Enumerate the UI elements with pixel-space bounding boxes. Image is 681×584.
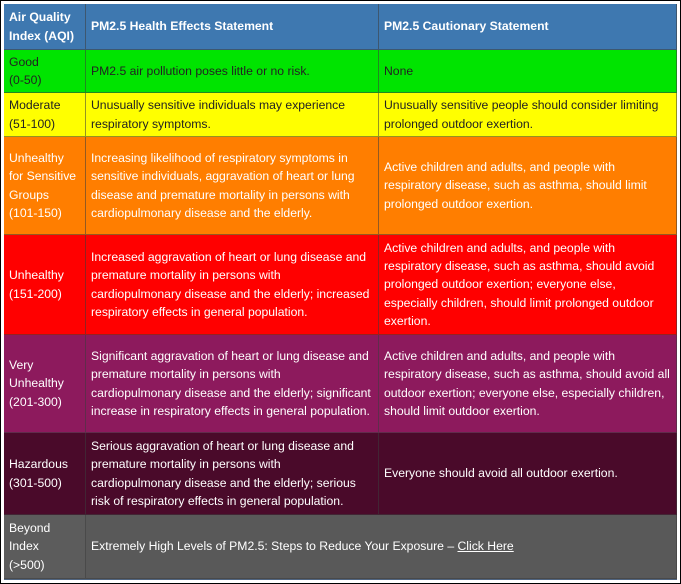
- aqi-level-range: (151-200): [9, 286, 62, 301]
- aqi-level-cell: [4, 137, 86, 235]
- table-container: [4, 4, 677, 580]
- aqi-level-range: (>500): [9, 557, 45, 572]
- table-row-unhealthy: [4, 235, 677, 335]
- aqi-level-name: Moderate: [9, 98, 61, 113]
- click-here-link[interactable]: Click Here: [457, 539, 514, 554]
- health-effects-cell: Increasing likelihood of respiratory symptoms in sensitive individuals, aggravation of heart or lung disease and premature mortality in persons with cardiopulmonary disease and the elderly.: [86, 137, 379, 235]
- aqi-level-name: Good: [9, 54, 39, 69]
- cautionary-cell: Active children and adults, and people with respiratory disease, such as asthma, should avoid prolonged outdoor exertion; everyone else, especially children, should limit prolonged outdoor exertion.: [379, 235, 677, 335]
- cautionary-cell: Active children and adults, and people with respiratory disease, such as asthma, should limit prolonged outdoor exertion.: [379, 137, 677, 235]
- aqi-level-range: (51-100): [9, 116, 56, 131]
- aqi-level-name: Unhealthy for Sensitive Groups: [9, 151, 77, 202]
- health-effects-cell: Serious aggravation of heart or lung disease and premature mortality in persons with cardiopulmonary disease and the elderly; serious risk of respiratory effects in general population.: [86, 433, 379, 515]
- header-row: [4, 4, 677, 50]
- header-cautionary: PM2.5 Cautionary Statement: [379, 4, 677, 50]
- cautionary-cell: Everyone should avoid all outdoor exertion.: [379, 433, 677, 515]
- aqi-level-name: Beyond Index: [9, 521, 51, 554]
- cautionary-cell: Unusually sensitive people should consider limiting prolonged outdoor exertion.: [379, 93, 677, 137]
- aqi-table: [4, 4, 677, 579]
- aqi-level-cell: [4, 50, 86, 93]
- aqi-level-range: (101-150): [9, 205, 62, 220]
- exposure-steps-text: Extremely High Levels of PM2.5: Steps to Reduce Your Exposure –: [91, 539, 458, 554]
- table-row-beyond-index: [4, 515, 677, 579]
- aqi-level-range: (0-50): [9, 73, 42, 87]
- table-row-very-unhealthy: [4, 335, 677, 433]
- table-row-unhealthy-sensitive: [4, 137, 677, 235]
- table-row-hazardous: [4, 433, 677, 515]
- aqi-level-cell: [4, 335, 86, 433]
- aqi-level-range: (201-300): [9, 394, 62, 409]
- health-effects-cell: Increased aggravation of heart or lung disease and premature mortality in persons with cardiopulmonary disease and the elderly; increased respiratory effects in general population.: [86, 235, 379, 335]
- header-aqi: Air Quality Index (AQI): [4, 4, 86, 50]
- aqi-level-cell: [4, 235, 86, 335]
- aqi-level-cell: [4, 433, 86, 515]
- aqi-level-name: Very Unhealthy: [9, 358, 64, 391]
- health-effects-cell: PM2.5 air pollution poses little or no risk.: [86, 50, 379, 93]
- header-health-effects: PM2.5 Health Effects Statement: [86, 4, 379, 50]
- aqi-level-cell: [4, 93, 86, 137]
- table-row-moderate: [4, 93, 677, 137]
- aqi-level-name: Unhealthy: [9, 268, 64, 283]
- aqi-level-range: (301-500): [9, 475, 62, 490]
- aqi-level-cell: [4, 515, 86, 579]
- aqi-level-name: Hazardous: [9, 457, 68, 472]
- health-effects-cell: Significant aggravation of heart or lung disease and premature mortality in persons with cardiopulmonary disease and the elderly; significant increase in respiratory effects in general population.: [86, 335, 379, 433]
- health-effects-cell: Unusually sensitive individuals may experience respiratory symptoms.: [86, 93, 379, 137]
- exposure-steps-cell: [86, 515, 677, 579]
- cautionary-cell: Active children and adults, and people with respiratory disease, such as asthma, should avoid all outdoor exertion; everyone else, especially children, should limit outdoor exertion.: [379, 335, 677, 433]
- table-row-good: [4, 50, 677, 93]
- cautionary-cell: None: [379, 50, 677, 93]
